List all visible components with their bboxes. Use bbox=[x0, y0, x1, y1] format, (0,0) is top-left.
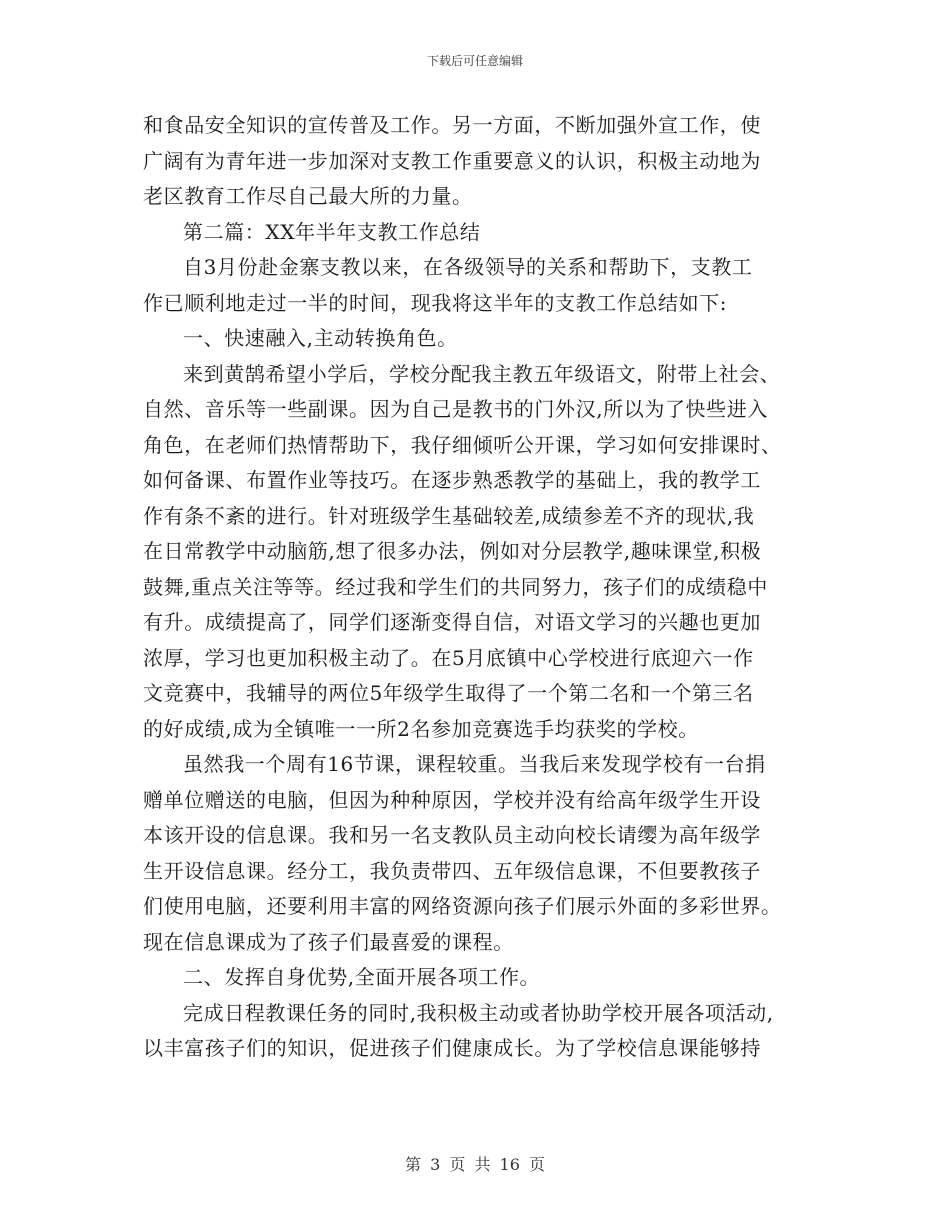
text-line: 浓厚，学习也更加积极主动了。在5月底镇中心学校进行底迎六一作 bbox=[143, 645, 754, 670]
text-line: 作已顺利地走过一半的时间，现我将这半年的支教工作总结如下: bbox=[143, 290, 728, 315]
text-line: 生开设信息课。经分工，我负责带四、五年级信息课，不但要教孩子 bbox=[143, 858, 761, 883]
text-line: 文竞赛中，我辅导的两位5年级学生取得了一个第二名和一个第三名 bbox=[143, 681, 754, 705]
text-line: 赠单位赠送的电脑，但因为种种原因，学校并没有给高年级学生开设 bbox=[143, 787, 761, 812]
text-line: 和食品安全知识的宣传普及工作。另一方面，不断加强外宣工作，使 bbox=[143, 113, 761, 137]
text-line: 的好成绩,成为全镇唯一一所2名参加竞赛选手均获奖的学校。 bbox=[143, 716, 699, 741]
text-line: 们使用电脑，还要利用丰富的网络资源向孩子们展示外面的多彩世界。 bbox=[143, 894, 782, 918]
page-footer: 第 3 页 共 16 页 bbox=[405, 1155, 545, 1174]
text-line: 角色，在老师们热情帮助下，我仔细倾听公开课，学习如何安排课时、 bbox=[143, 432, 782, 457]
text-line: 一、快速融入,主动转换角色。 bbox=[183, 326, 458, 350]
text-line: 自3月份赴金寨支教以来，在各级领导的关系和帮助下，支教工 bbox=[183, 255, 753, 279]
text-line: 第二篇：XX年半年支教工作总结 bbox=[183, 219, 481, 244]
text-line: 广阔有为青年进一步加深对支教工作重要意义的认识，积极主动地为 bbox=[143, 148, 761, 173]
text-line: 来到黄鹄希望小学后，学校分配我主教五年级语文，附带上社会、 bbox=[183, 361, 781, 386]
page-header: 下载后可任意编辑 bbox=[426, 54, 523, 68]
document-body bbox=[143, 108, 815, 1067]
text-line: 现在信息课成为了孩子们最喜爱的课程。 bbox=[143, 929, 514, 954]
text-line: 完成日程教课任务的同时,我积极主动或者协助学校开展各项活动, bbox=[183, 1000, 774, 1025]
text-line: 在日常教学中动脑筋,想了很多办法，例如对分层教学,趣味课堂,积极 bbox=[143, 539, 762, 563]
text-line: 鼓舞,重点关注等等。经过我和学生们的共同努力，孩子们的成绩稳中 bbox=[143, 574, 768, 599]
text-line: 本该开设的信息课。我和另一名支教队员主动向校长请缨为高年级学 bbox=[143, 823, 761, 847]
text-line: 以丰富孩子们的知识，促进孩子们健康成长。为了学校信息课能够持 bbox=[143, 1036, 761, 1060]
text-line: 作有条不紊的进行。针对班级学生基础较差,成绩参差不齐的现状,我 bbox=[143, 503, 755, 528]
text-line: 有升。成绩提高了，同学们逐渐变得自信，对语文学习的兴趣也更加 bbox=[143, 610, 761, 634]
text-line: 虽然我一个周有16节课，课程较重。当我后来发现学校有一台捐 bbox=[183, 752, 766, 776]
text-line: 老区教育工作尽自己最大所的力量。 bbox=[143, 184, 473, 208]
text-line: 如何备课、布置作业等技巧。在逐步熟悉教学的基础上，我的教学工 bbox=[143, 468, 761, 492]
text-line: 二、发挥自身优势,全面开展各项工作。 bbox=[183, 965, 541, 989]
text-line: 自然、音乐等一些副课。因为自己是教书的门外汉,所以为了快些进入 bbox=[143, 397, 768, 421]
